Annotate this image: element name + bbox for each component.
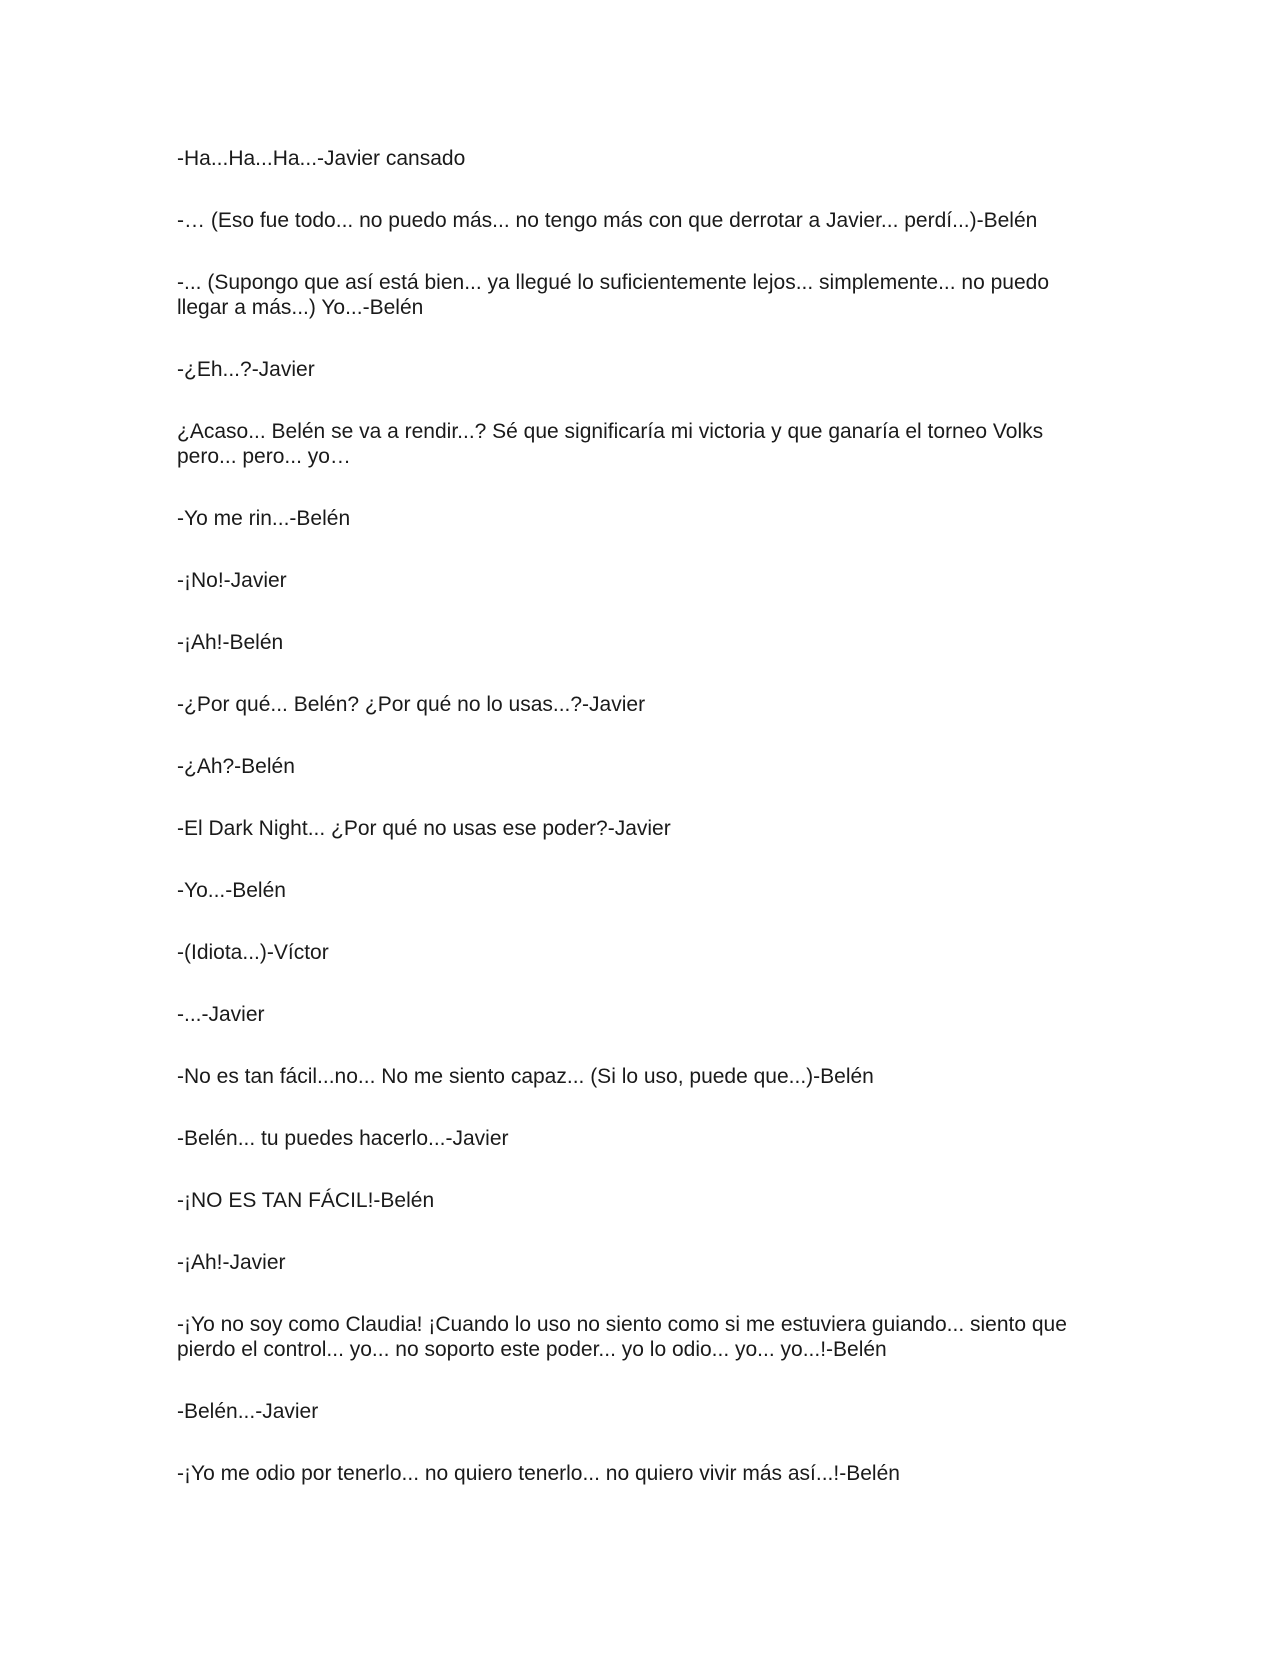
dialogue-paragraph [177,1188,1077,1213]
dialogue-paragraph [177,1126,1077,1151]
dialogue-line: -Belén... tu puedes hacerlo...-Javier [177,1127,509,1150]
dialogue-line: -Belén...-Javier [177,1400,319,1423]
dialogue-paragraph [177,878,1077,903]
dialogue-paragraph [177,419,1077,469]
dialogue-paragraph [177,506,1077,531]
dialogue-paragraph [177,1399,1077,1424]
dialogue-line: -(Idiota...)-Víctor [177,941,329,964]
dialogue-paragraph [177,270,1077,320]
dialogue-paragraph [177,1461,1077,1486]
dialogue-paragraph [177,816,1077,841]
dialogue-line: -¡Ah!-Belén [177,631,284,654]
dialogue-line: pierdo el control... yo... no soporto este poder... yo lo odio... yo... yo...!-Belén [177,1338,887,1361]
dialogue-line: -¡Yo me odio por tenerlo... no quiero tenerlo... no quiero vivir más así...!-Belén [177,1462,900,1485]
dialogue-paragraph [177,1002,1077,1027]
dialogue-line: -Ha...Ha...Ha...-Javier cansado [177,147,466,170]
dialogue-paragraph [177,357,1077,382]
dialogue-line: -¿Eh...?-Javier [177,358,315,381]
dialogue-line: llegar a más...) Yo...-Belén [177,296,424,319]
dialogue-line: -¡No!-Javier [177,569,287,592]
dialogue-line: -¡NO ES TAN FÁCIL!-Belén [177,1189,435,1212]
dialogue-paragraph [177,1064,1077,1089]
dialogue-paragraph [177,1312,1077,1362]
dialogue-line: -...-Javier [177,1003,265,1026]
dialogue-paragraph [177,146,1077,171]
dialogue-line: -… (Eso fue todo... no puedo más... no tengo más con que derrotar a Javier... perdí...)-Belén [177,209,1038,232]
dialogue-paragraph [177,692,1077,717]
dialogue-line: -Yo...-Belén [177,879,286,902]
document-body [177,146,1077,1523]
dialogue-line: -Yo me rin...-Belén [177,507,351,530]
dialogue-paragraph [177,630,1077,655]
dialogue-line: pero... pero... yo… [177,445,351,468]
dialogue-line: -¿Ah?-Belén [177,755,295,778]
dialogue-paragraph [177,940,1077,965]
dialogue-line: ¿Acaso... Belén se va a rendir...? Sé que significaría mi victoria y que ganaría el torneo Volks [177,420,1044,443]
dialogue-paragraph [177,1250,1077,1275]
dialogue-paragraph [177,754,1077,779]
dialogue-paragraph [177,208,1077,233]
dialogue-line: -¡Yo no soy como Claudia! ¡Cuando lo uso no siento como si me estuviera guiando... siento que [177,1313,1067,1336]
dialogue-line: -El Dark Night... ¿Por qué no usas ese poder?-Javier [177,817,671,840]
dialogue-line: -¡Ah!-Javier [177,1251,286,1274]
dialogue-line: -... (Supongo que así está bien... ya llegué lo suficientemente lejos... simplemente... no puedo [177,271,1050,294]
dialogue-line: -No es tan fácil...no... No me siento capaz... (Si lo uso, puede que...)-Belén [177,1065,874,1088]
dialogue-line: -¿Por qué... Belén? ¿Por qué no lo usas...?-Javier [177,693,646,716]
dialogue-paragraph [177,568,1077,593]
